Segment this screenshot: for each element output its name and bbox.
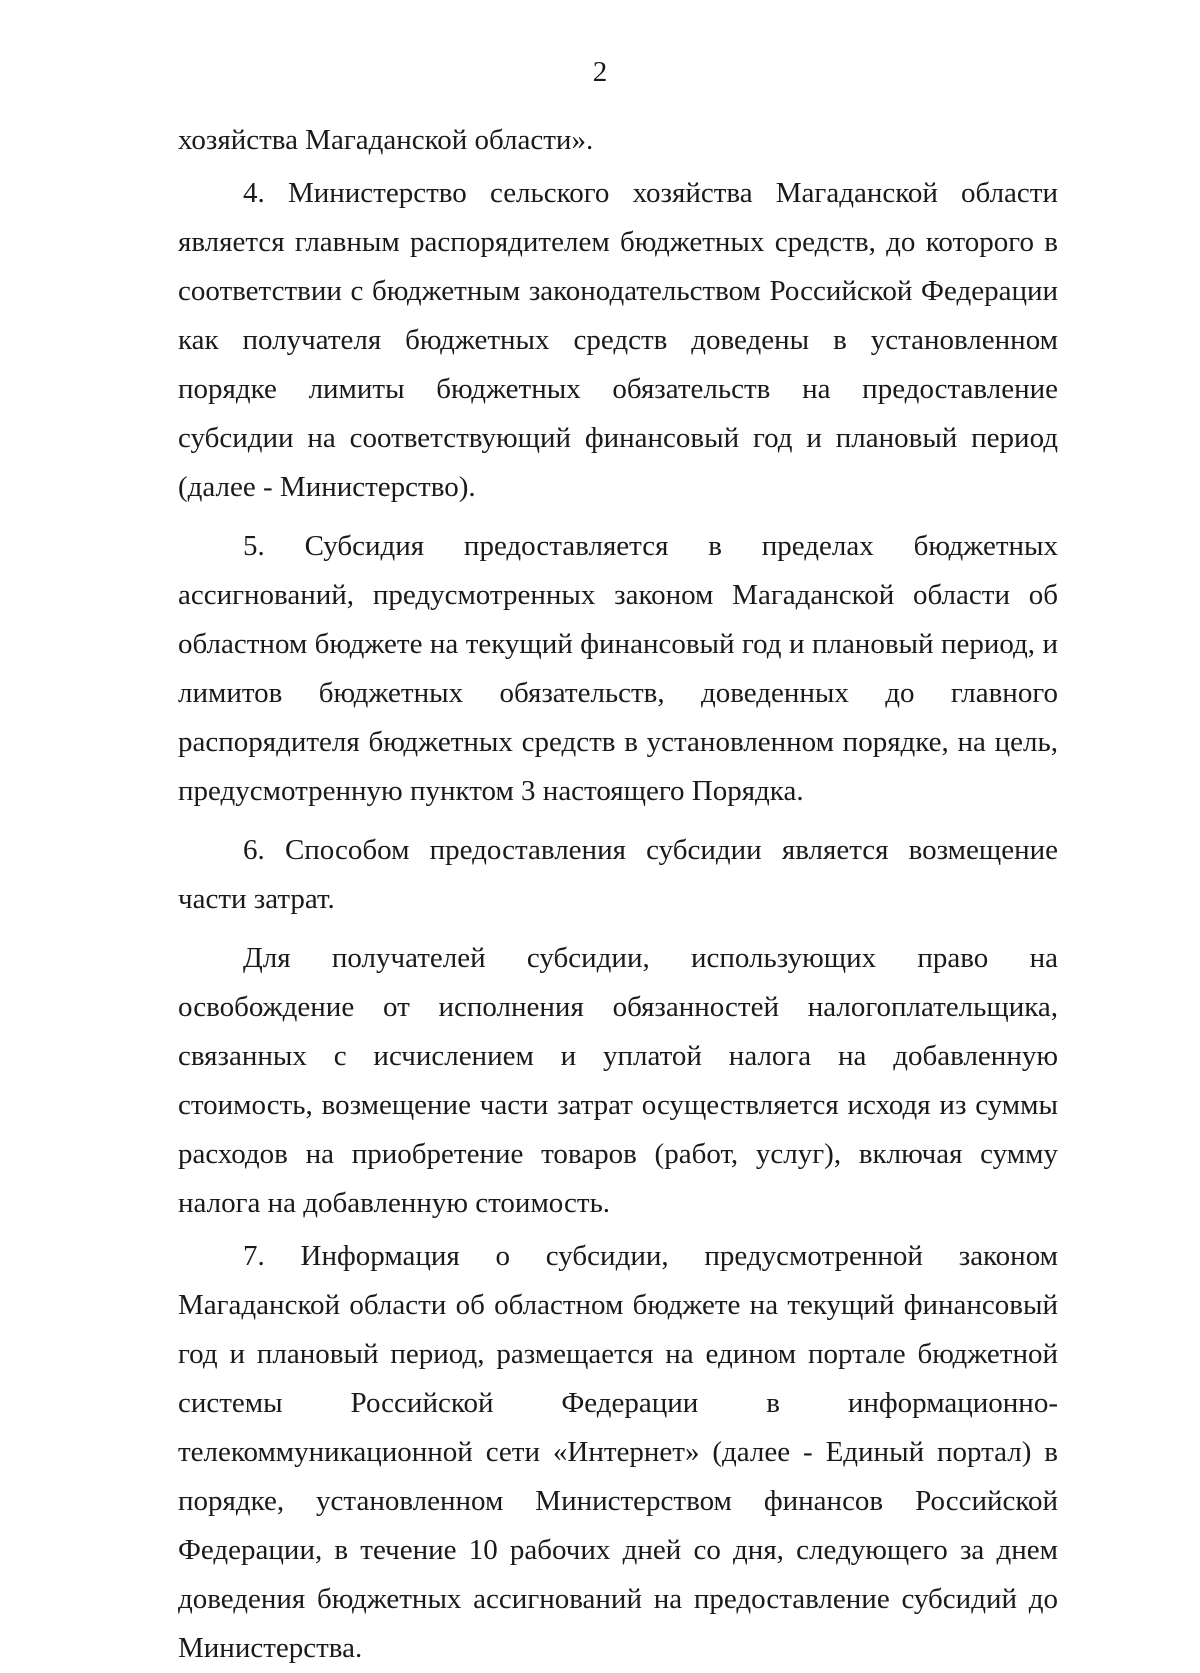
paragraph-item-7: 7. Информация о субсидии, предусмотренной законом Магаданской области об областном бюджете на текущий финансовый год и плановый период, размещается на едином портале бюджетной системы Российской Федерации в информационно-телекоммуникационной сети «Интернет» (далее - Единый портал) в порядке, установленном Министерством финансов Российской Федерации, в течение 10 рабочих дней со дня, следующего за днем доведения бюджетных ассигнований на предоставление субсидий до Министерства.: [178, 1240, 1058, 1664]
document-body: [178, 116, 1058, 1673]
paragraph-item-6-note: Для получателей субсидии, использующих право на освобождение от исполнения обязанностей налогоплательщика, связанных с исчислением и уплатой налога на добавленную стоимость, возмещение части затрат осуществляется исходя из суммы расходов на приобретение товаров (работ, услуг), включая сумму налога на добавленную стоимость.: [178, 942, 1058, 1219]
paragraph-item-5: 5. Субсидия предоставляется в пределах бюджетных ассигнований, предусмотренных законом Магаданской области об областном бюджете на текущий финансовый год и плановый период, и лимитов бюджетных обязательств, доведенных до главного распорядителя бюджетных средств в установленном порядке, на цель, предусмотренную пунктом 3 настоящего Порядка.: [178, 530, 1058, 807]
paragraph-item-4: 4. Министерство сельского хозяйства Магаданской области является главным распорядителем бюджетных средств, до которого в соответствии с бюджетным законодательством Российской Федерации как получателя бюджетных средств доведены в установленном порядке лимиты бюджетных обязательств на предоставление субсидии на соответствующий финансовый год и плановый период (далее - Министерство).: [178, 177, 1058, 503]
paragraph-continuation: хозяйства Магаданской области».: [178, 124, 594, 156]
paragraph-item-6: 6. Способом предоставления субсидии является возмещение части затрат.: [178, 834, 1058, 915]
page-number: 2: [592, 56, 608, 88]
